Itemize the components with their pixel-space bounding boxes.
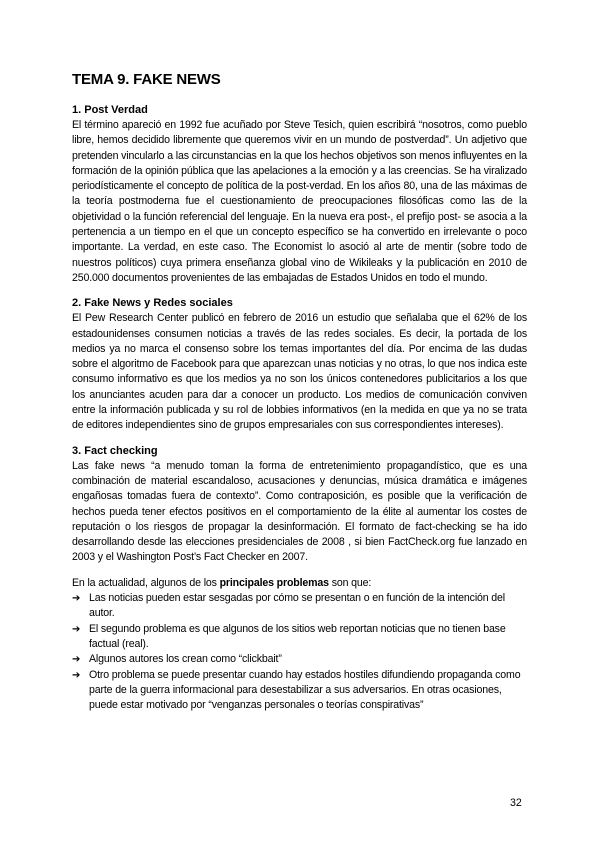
problems-list <box>72 591 527 713</box>
problems-intro-start: En la actualidad, algunos de los <box>72 576 220 589</box>
section-heading: 2. Fake News y Redes sociales <box>72 297 233 310</box>
problems-intro <box>72 576 527 591</box>
list-item-text: El segundo problema es que algunos de los sitios web reportan noticias que no tienen base factual (real). <box>89 622 506 650</box>
section-heading: 1. Post Verdad <box>72 104 148 116</box>
section-body: El término apareció en 1992 fue acuñado por Steve Tesich, quien escribirá “nosotros, como pueblo libre, hemos decidido libremente que queremos vivir en un mundo de postverdad”. Un adjetivo que pretenden vincularlo a las circunstancias en la que los hechos objetivos son menos influyentes en la formación de la opinión pública que las apelaciones a la emoción y a las creencias. Se ha viralizado periodísticamente el concepto de política de la post-verdad. En los años 80, una de las máximas de la teoría postmoderna fue el cuestionamiento de preocupaciones filosóficas como las de la objetividad o la función referencial del lenguaje. En la nueva era post-, el prefijo post- se asocia a la pertenencia a un tiempo en el que un concepto específico se ha convertido en irrelevante o poco importante. La verdad, en este caso. The Economist lo asoció al arte de mentir (sobre todo de nuestros políticos) cuya primera enseñanza global vino de Wikileaks y la publicación en 2010 de 250.000 documentos provenientes de las embajadas de Estados Unidos en todo el mundo. <box>72 119 527 284</box>
section-body: Las fake news “a menudo toman la forma de entretenimiento propagandístico, que es una combinación de material escandaloso, acusaciones y denuncias, música dramática e imágenes engañosas tomadas fuera de contexto”. Como contraposición, es posible que la verificación de hechos pueda tener efectos positivos en el comportamiento de la élite al aumentar los costes de reputación o los riesgos de propagar la desinformación. El formato de fact-checking se ha ido desarrollando desde las elecciones presidenciales de 2008 , si bien FactCheck.org fue lanzado en 2003 y el Washington Post’s Fact Checker en 2007. <box>72 459 527 564</box>
list-item-text: Algunos autores los crean como “clickbait” <box>89 653 282 666</box>
list-item <box>72 591 527 622</box>
document-page <box>72 71 527 713</box>
arrow-right-icon: ➔ <box>72 669 81 681</box>
problems-intro-bold: principales problemas <box>219 576 329 589</box>
section-post-verdad <box>72 103 527 286</box>
list-item <box>72 668 527 714</box>
arrow-right-icon: ➔ <box>72 654 81 666</box>
section-body: El Pew Research Center publicó en febrero de 2016 un estudio que señalaba que el 62% de los estadounidenses consumen noticias a través de las redes sociales. Es decir, la portada de los medios ya no marca el consenso sobre los temas importantes del día. Por encima de las dudas sobre el algoritmo de Facebook para que aparezcan unas noticias y no otras, lo que nos indica este consumo informativo es que los medios ya no son los únicos contenedores publicitarios a los que los anunciantes acuden para dar a conocer un producto. Los medios de comunicación conviven entre la información publicada y su rol de lobbies informativos (en la medida en que ya no se trata de editores independientes sino de grupos empresariales con sus correspondientes intereses). <box>72 312 527 432</box>
arrow-right-icon: ➔ <box>72 623 81 635</box>
arrow-right-icon: ➔ <box>72 593 81 605</box>
list-item-text: Otro problema se puede presentar cuando hay estados hostiles difundiendo propaganda como parte de la guerra informacional para desestabilizar a sus adversarios. En otras ocasiones, puede estar motivado por “venganzas personales o teorías conspirativas” <box>89 668 521 712</box>
page-number: 32 <box>510 797 522 809</box>
problems-intro-end: son que: <box>328 576 372 589</box>
document-title: TEMA 9. FAKE NEWS <box>72 71 221 88</box>
section-fact-checking <box>72 444 527 566</box>
list-item <box>72 622 527 653</box>
list-item <box>72 652 527 667</box>
section-heading: 3. Fact checking <box>72 444 158 457</box>
section-fake-news-redes <box>72 296 527 433</box>
list-item-text: Las noticias pueden estar sesgadas por cómo se presentan o en función de la intención del autor. <box>89 592 505 620</box>
